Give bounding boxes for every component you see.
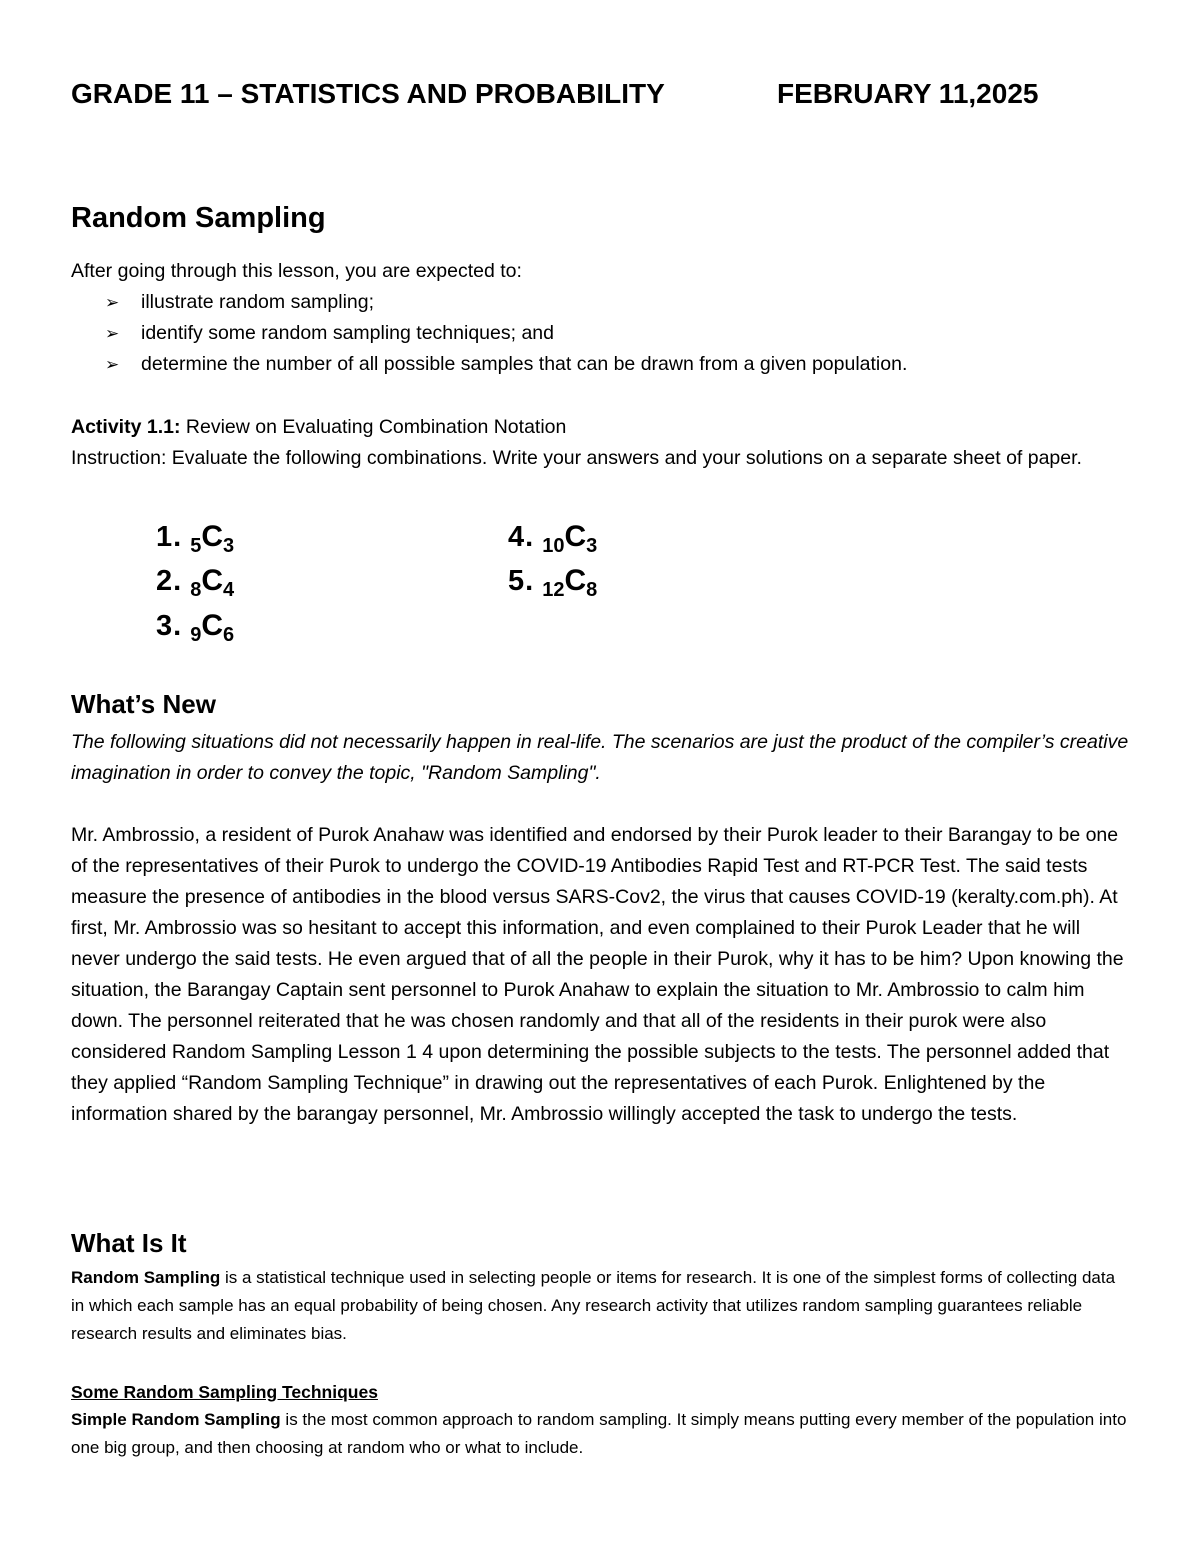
what-is-it-heading: What Is It (71, 1228, 187, 1258)
arrowhead-bullet-icon: ➢ (105, 324, 120, 343)
term: Random Sampling (71, 1268, 221, 1287)
whats-new-heading: What’s New (71, 689, 216, 719)
activity-instruction: Instruction: Evaluate the following combinations. Write your answers and your solutions on a separate sheet of paper. (71, 447, 1082, 469)
arrowhead-bullet-icon: ➢ (105, 293, 120, 312)
combination-item: 2. $_8C_4$ (156, 564, 235, 601)
combination-item: 4. $_{10}C_3$ (508, 520, 598, 557)
random-sampling-definition: Random Sampling is a statistical technique used in selecting people or items for research. It is one of the simplest forms of collecting data in which each sample has an equal probability of being chosen. Any research activity that utilizes random sampling guarantees reliable research results and eliminates bias. (71, 1268, 1116, 1343)
activity-block (71, 412, 1133, 474)
lesson-title: Random Sampling (71, 202, 326, 234)
course-title: GRADE 11 – STATISTICS AND PROBABILITY (71, 78, 665, 109)
list-item: ➢ identify some random sampling techniques; and (105, 318, 907, 349)
objectives-list (105, 287, 907, 380)
lesson-date: FEBRUARY 11,2025 (777, 78, 1039, 109)
list-item: ➢ illustrate random sampling; (105, 287, 907, 318)
activity-label: Activity 1.1: (71, 416, 181, 438)
scenario-paragraph: Mr. Ambrossio, a resident of Purok Anahaw was identified and endorsed by their Purok leader to their Barangay to be one of the representatives of their Purok to undergo the COVID-19 Antibodies Rapid Test and RT-PCR Test. The said tests measure the presence of antibodies in the blood versus SARS-Cov2, the virus that causes COVID-19 (keralty.com.ph). At first, Mr. Ambrossio was so hesitant to accept this information, and even complained to their Purok Leader that he will never undergo the said tests. He even argued that of all the people in their Purok, why it has to be him? Upon knowing the situation, the Barangay Captain sent personnel to Purok Anahaw to explain the situation to Mr. Ambrossio to calm him down. The personnel reiterated that he was chosen randomly and that all of the residents in their purok were also considered Random Sampling Lesson 1 4 upon determining the possible subjects to the tests. The personnel added that they applied “Random Sampling Technique” in drawing out the representatives of each Purok. Enlightened by the information shared by the barangay personnel, Mr. Ambrossio willingly accepted the task to undergo the tests. (71, 824, 1124, 1125)
combination-item: 1. $_5C_3$ (156, 520, 235, 557)
combination-item: 5. $_{12}C_8$ (508, 564, 598, 601)
objectives-intro: After going through this lesson, you are expected to: (71, 260, 522, 282)
arrowhead-bullet-icon: ➢ (105, 355, 120, 374)
list-item: ➢ determine the number of all possible samples that can be drawn from a given population. (105, 349, 907, 380)
term: Simple Random Sampling (71, 1410, 281, 1429)
techniques-subheading: Some Random Sampling Techniques (71, 1382, 378, 1402)
activity-title (71, 412, 1133, 443)
activity-name: Review on Evaluating Combination Notation (185, 416, 567, 438)
combination-item: 3. $_9C_6$ (156, 609, 235, 646)
disclaimer-note: The following situations did not necessarily happen in real-life. The scenarios are just the product of the compiler’s creative imagination in order to convey the topic, "Random Sampling". (71, 731, 1129, 784)
document-header (71, 76, 1131, 112)
simple-random-sampling-definition: Simple Random Sampling is the most common approach to random sampling. It simply means putting every member of the population into one big group, and then choosing at random who or what to include. (71, 1410, 1127, 1457)
